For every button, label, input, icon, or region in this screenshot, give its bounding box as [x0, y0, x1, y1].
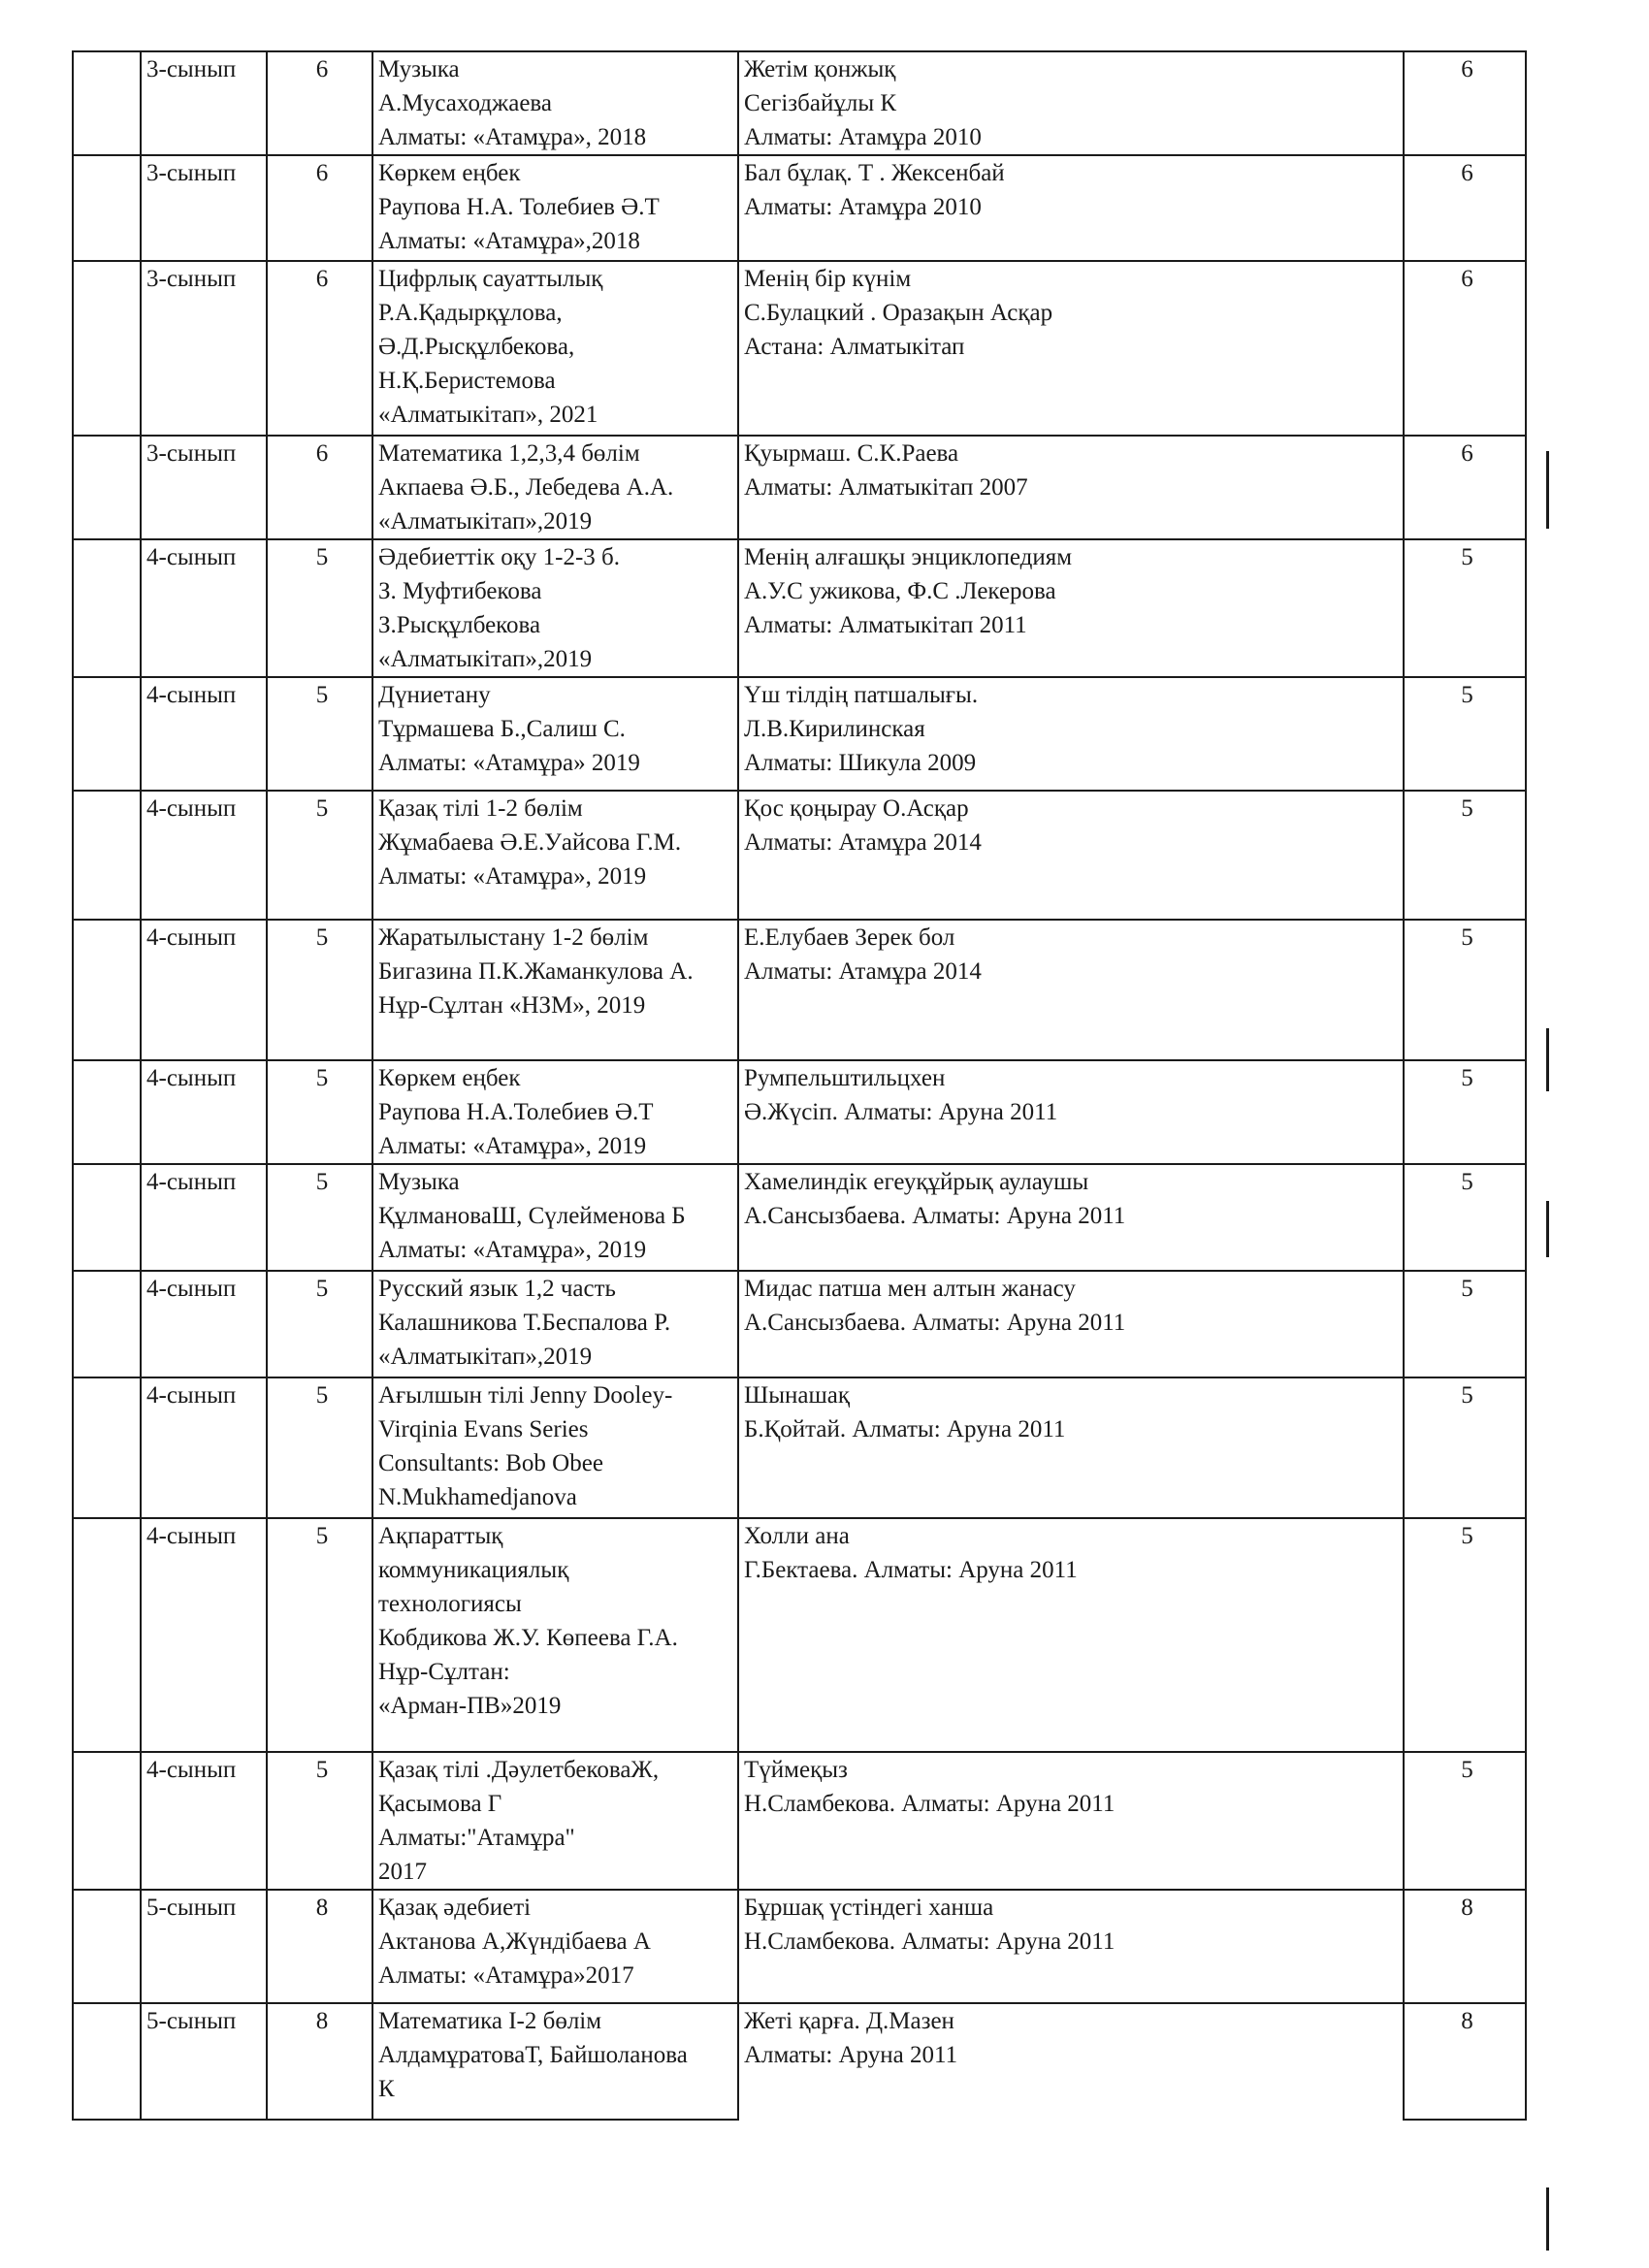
library-book-cell: Хамелиндік егеуқұйрық аулаушы А.Сансызбаева. Алматы: Аруна 2011 — [738, 1164, 1404, 1271]
copies-cell: 6 — [1404, 155, 1526, 261]
textbook-cell: Музыка ҚұлмановаШ, Сүлейменова Б Алматы: «Атамұра», 2019 — [372, 1164, 738, 1271]
pupil-count-cell: 5 — [267, 677, 372, 791]
grade-cell: 3-сынып — [141, 436, 267, 539]
pupil-count-cell: 5 — [267, 1518, 372, 1752]
table-row — [73, 1518, 1526, 1752]
pupil-count-cell: 6 — [267, 155, 372, 261]
pupil-count-cell: 6 — [267, 261, 372, 436]
table-row — [73, 436, 1526, 539]
row-number-cell — [73, 791, 141, 920]
grade-cell: 4-сынып — [141, 539, 267, 677]
textbook-table — [72, 50, 1527, 2121]
copies-cell: 5 — [1404, 920, 1526, 1060]
library-book-cell: Қос қоңырау О.Асқар Алматы: Атамұра 2014 — [738, 791, 1404, 920]
table-row — [73, 155, 1526, 261]
pupil-count-cell: 5 — [267, 539, 372, 677]
grade-cell: 3-сынып — [141, 51, 267, 155]
row-number-cell — [73, 1752, 141, 1890]
row-number-cell — [73, 436, 141, 539]
textbook-cell: Ағылшын тілі Jenny Dooley- Virqinia Evans Series Consultants: Bob Obee N.Mukhamedjanova — [372, 1377, 738, 1518]
table-row — [73, 1377, 1526, 1518]
library-book-cell: Шынашақ Б.Қойтай. Алматы: Аруна 2011 — [738, 1377, 1404, 1518]
library-book-cell: Бал бұлақ. Т . Жексенбай Алматы: Атамұра 2010 — [738, 155, 1404, 261]
textbook-cell: Математика І-2 бөлім АлдамұратоваТ, Байшоланова К — [372, 2003, 738, 2120]
library-book-cell: Түймеқыз Н.Сламбекова. Алматы: Аруна 2011 — [738, 1752, 1404, 1890]
grade-cell: 5-сынып — [141, 1890, 267, 2003]
textbook-cell: Цифрлық сауаттылық Р.А.Қадырқұлова, Ә.Д.Рысқұлбекова, Н.Қ.Беристемова «Алматыкітап», 2021 — [372, 261, 738, 436]
copies-cell: 6 — [1404, 261, 1526, 436]
copies-cell: 5 — [1404, 1164, 1526, 1271]
copies-cell: 8 — [1404, 1890, 1526, 2003]
library-book-cell: Жетім қонжық Сегізбайұлы К Алматы: Атамұра 2010 — [738, 51, 1404, 155]
textbook-cell: Көркем еңбек Раупова Н.А. Толебиев Ә.Т Алматы: «Атамұра»,2018 — [372, 155, 738, 261]
textbook-cell: Қазақ тілі 1-2 бөлім Жұмабаева Ә.Е.Уайсова Г.М. Алматы: «Атамұра», 2019 — [372, 791, 738, 920]
library-book-cell: Үш тілдің патшалығы. Л.В.Кирилинская Алматы: Шикула 2009 — [738, 677, 1404, 791]
grade-cell: 4-сынып — [141, 920, 267, 1060]
pupil-count-cell: 5 — [267, 791, 372, 920]
copies-cell: 5 — [1404, 677, 1526, 791]
scan-mark — [1546, 2187, 1549, 2251]
table-row — [73, 791, 1526, 920]
row-number-cell — [73, 920, 141, 1060]
pupil-count-cell: 5 — [267, 920, 372, 1060]
library-book-cell: Менің алғашқы энциклопедиям А.У.С ужикова, Ф.С .Лекерова Алматы: Алматыкітап 2011 — [738, 539, 1404, 677]
copies-cell: 5 — [1404, 791, 1526, 920]
table-row — [73, 1164, 1526, 1271]
pupil-count-cell: 8 — [267, 2003, 372, 2120]
table-row — [73, 1060, 1526, 1164]
row-number-cell — [73, 1060, 141, 1164]
grade-cell: 4-сынып — [141, 1271, 267, 1377]
library-book-cell: Бұршақ үстіндегі ханша Н.Сламбекова. Алматы: Аруна 2011 — [738, 1890, 1404, 2003]
table-row — [73, 261, 1526, 436]
textbook-cell: Қазақ тілі .ДәулетбековаЖ, Қасымова Г Алматы:"Атамұра" 2017 — [372, 1752, 738, 1890]
row-number-cell — [73, 1377, 141, 1518]
grade-cell: 4-сынып — [141, 1518, 267, 1752]
pupil-count-cell: 8 — [267, 1890, 372, 2003]
pupil-count-cell: 6 — [267, 51, 372, 155]
library-book-cell: Менің бір күнім С.Булацкий . Оразақын Асқар Астана: Алматыкітап — [738, 261, 1404, 436]
row-number-cell — [73, 677, 141, 791]
table-row — [73, 2003, 1526, 2120]
library-book-cell: Қуырмаш. С.К.Раева Алматы: Алматыкітап 2007 — [738, 436, 1404, 539]
library-book-cell: Холли ана Г.Бектаева. Алматы: Аруна 2011 — [738, 1518, 1404, 1752]
textbook-cell: Жаратылыстану 1-2 бөлім Бигазина П.К.Жаманкулова А. Нұр-Сұлтан «НЗМ», 2019 — [372, 920, 738, 1060]
textbook-cell: Әдебиеттік оқу 1-2-3 б. З. Муфтибекова З.Рысқұлбекова «Алматыкітап»,2019 — [372, 539, 738, 677]
grade-cell: 4-сынып — [141, 1164, 267, 1271]
grade-cell: 3-сынып — [141, 261, 267, 436]
row-number-cell — [73, 1518, 141, 1752]
table-row — [73, 1271, 1526, 1377]
row-number-cell — [73, 51, 141, 155]
grade-cell: 3-сынып — [141, 155, 267, 261]
table-row — [73, 677, 1526, 791]
pupil-count-cell: 5 — [267, 1164, 372, 1271]
grade-cell: 4-сынып — [141, 791, 267, 920]
row-number-cell — [73, 261, 141, 436]
textbook-cell: Музыка А.Мусаходжаева Алматы: «Атамұра», 2018 — [372, 51, 738, 155]
library-book-cell: Е.Елубаев Зерек бол Алматы: Атамұра 2014 — [738, 920, 1404, 1060]
copies-cell: 5 — [1404, 1060, 1526, 1164]
textbook-cell: Математика 1,2,3,4 бөлім Акпаева Ә.Б., Лебедева А.А. «Алматыкітап»,2019 — [372, 436, 738, 539]
row-number-cell — [73, 1164, 141, 1271]
row-number-cell — [73, 1271, 141, 1377]
pupil-count-cell: 6 — [267, 436, 372, 539]
library-book-cell: Румпельштильцхен Ә.Жүсіп. Алматы: Аруна 2011 — [738, 1060, 1404, 1164]
grade-cell: 4-сынып — [141, 1752, 267, 1890]
textbook-cell: Көркем еңбек Раупова Н.А.Толебиев Ә.Т Алматы: «Атамұра», 2019 — [372, 1060, 738, 1164]
textbook-cell: Русский язык 1,2 часть Калашникова Т.Беспалова Р. «Алматыкітап»,2019 — [372, 1271, 738, 1377]
textbook-cell: Ақпараттық коммуникациялық технологиясы Кобдикова Ж.У. Көпеева Г.А. Нұр-Сұлтан: «Арман-ПВ»2019 — [372, 1518, 738, 1752]
table-row — [73, 920, 1526, 1060]
scan-mark — [1546, 451, 1549, 529]
textbook-cell: Дүниетану Тұрмашева Б.,Салиш С. Алматы: «Атамұра» 2019 — [372, 677, 738, 791]
copies-cell: 5 — [1404, 1752, 1526, 1890]
copies-cell: 6 — [1404, 436, 1526, 539]
textbook-cell: Қазақ әдебиеті Актанова А,Жүндібаева А Алматы: «Атамұра»2017 — [372, 1890, 738, 2003]
copies-cell: 5 — [1404, 1377, 1526, 1518]
row-number-cell — [73, 2003, 141, 2120]
grade-cell: 4-сынып — [141, 1060, 267, 1164]
copies-cell: 5 — [1404, 1271, 1526, 1377]
pupil-count-cell: 5 — [267, 1271, 372, 1377]
library-book-cell: Мидас патша мен алтын жанасу А.Сансызбаева. Алматы: Аруна 2011 — [738, 1271, 1404, 1377]
table-row — [73, 1752, 1526, 1890]
grade-cell: 5-сынып — [141, 2003, 267, 2120]
table-row — [73, 1890, 1526, 2003]
scan-mark — [1546, 1028, 1549, 1091]
copies-cell: 5 — [1404, 1518, 1526, 1752]
row-number-cell — [73, 539, 141, 677]
scan-mark — [1546, 1201, 1549, 1257]
table-body — [73, 51, 1526, 2120]
table-row — [73, 51, 1526, 155]
copies-cell: 5 — [1404, 539, 1526, 677]
table-row — [73, 539, 1526, 677]
grade-cell: 4-сынып — [141, 677, 267, 791]
pupil-count-cell: 5 — [267, 1060, 372, 1164]
copies-cell: 6 — [1404, 51, 1526, 155]
row-number-cell — [73, 155, 141, 261]
pupil-count-cell: 5 — [267, 1377, 372, 1518]
copies-cell: 8 — [1404, 2003, 1526, 2120]
grade-cell: 4-сынып — [141, 1377, 267, 1518]
row-number-cell — [73, 1890, 141, 2003]
pupil-count-cell: 5 — [267, 1752, 372, 1890]
library-book-cell: Жеті қарға. Д.Мазен Алматы: Аруна 2011 — [738, 2003, 1404, 2120]
